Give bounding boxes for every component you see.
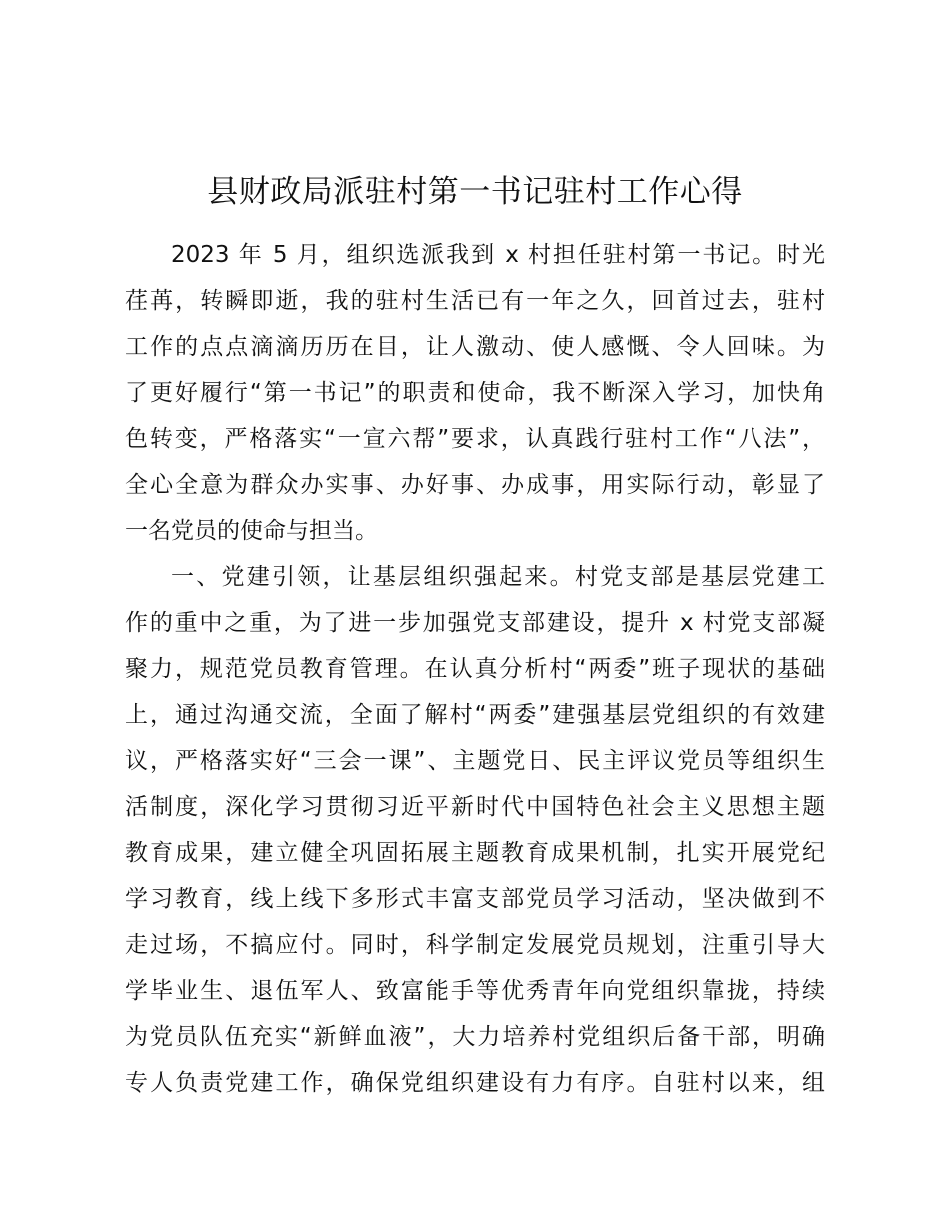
text-line: 工作的点点滴滴历历在目，让人激动、使人感慨、令人回味。为	[125, 334, 825, 360]
text-line: 一名党员的使命与担当。	[125, 518, 378, 544]
text-line: 作的重中之重，为了进一步加强党支部建设，提升 x 村党支部凝	[125, 610, 825, 636]
paragraph-intro	[125, 232, 825, 554]
text-line: 议，严格落实好“三会一课”、主题党日、民主评议党员等组织生	[125, 748, 825, 774]
text-line: 上，通过沟通交流，全面了解村“两委”建强基层党组织的有效建	[125, 702, 825, 728]
text-line: 教育成果，建立健全巩固拓展主题教育成果机制，扎实开展党纪	[125, 840, 825, 866]
text-line: 走过场，不搞应付。同时，科学制定发展党员规划，注重引导大	[125, 932, 825, 958]
document-body	[125, 232, 825, 1106]
document-title: 县财政局派驻村第一书记驻村工作心得	[207, 174, 743, 210]
text-line: 学毕业生、退伍军人、致富能手等优秀青年向党组织靠拢，持续	[125, 978, 825, 1004]
text-line: 全心全意为群众办实事、办好事、办成事，用实际行动，彰显了	[125, 472, 825, 498]
text-line: 聚力，规范党员教育管理。在认真分析村“两委”班子现状的基础	[125, 656, 825, 682]
text-line: 色转变，严格落实“一宣六帮”要求，认真践行驻村工作“八法”，	[125, 426, 825, 452]
text-line: 2023 年 5 月，组织选派我到 x 村担任驻村第一书记。时光	[171, 242, 825, 268]
text-line: 专人负责党建工作，确保党组织建设有力有序。自驻村以来，组	[125, 1070, 825, 1096]
text-line: 荏苒，转瞬即逝，我的驻村生活已有一年之久，回首过去，驻村	[125, 288, 825, 314]
text-line: 为党员队伍充实“新鲜血液”，大力培养村党组织后备干部，明确	[125, 1024, 825, 1050]
paragraph-party-building	[125, 554, 825, 1106]
text-line: 了更好履行“第一书记”的职责和使命，我不断深入学习，加快角	[125, 380, 825, 406]
text-line: 学习教育，线上线下多形式丰富支部党员学习活动，坚决做到不	[125, 886, 825, 912]
text-line: 一、党建引领，让基层组织强起来。村党支部是基层党建工	[171, 564, 825, 590]
text-line: 活制度，深化学习贯彻习近平新时代中国特色社会主义思想主题	[125, 794, 825, 820]
